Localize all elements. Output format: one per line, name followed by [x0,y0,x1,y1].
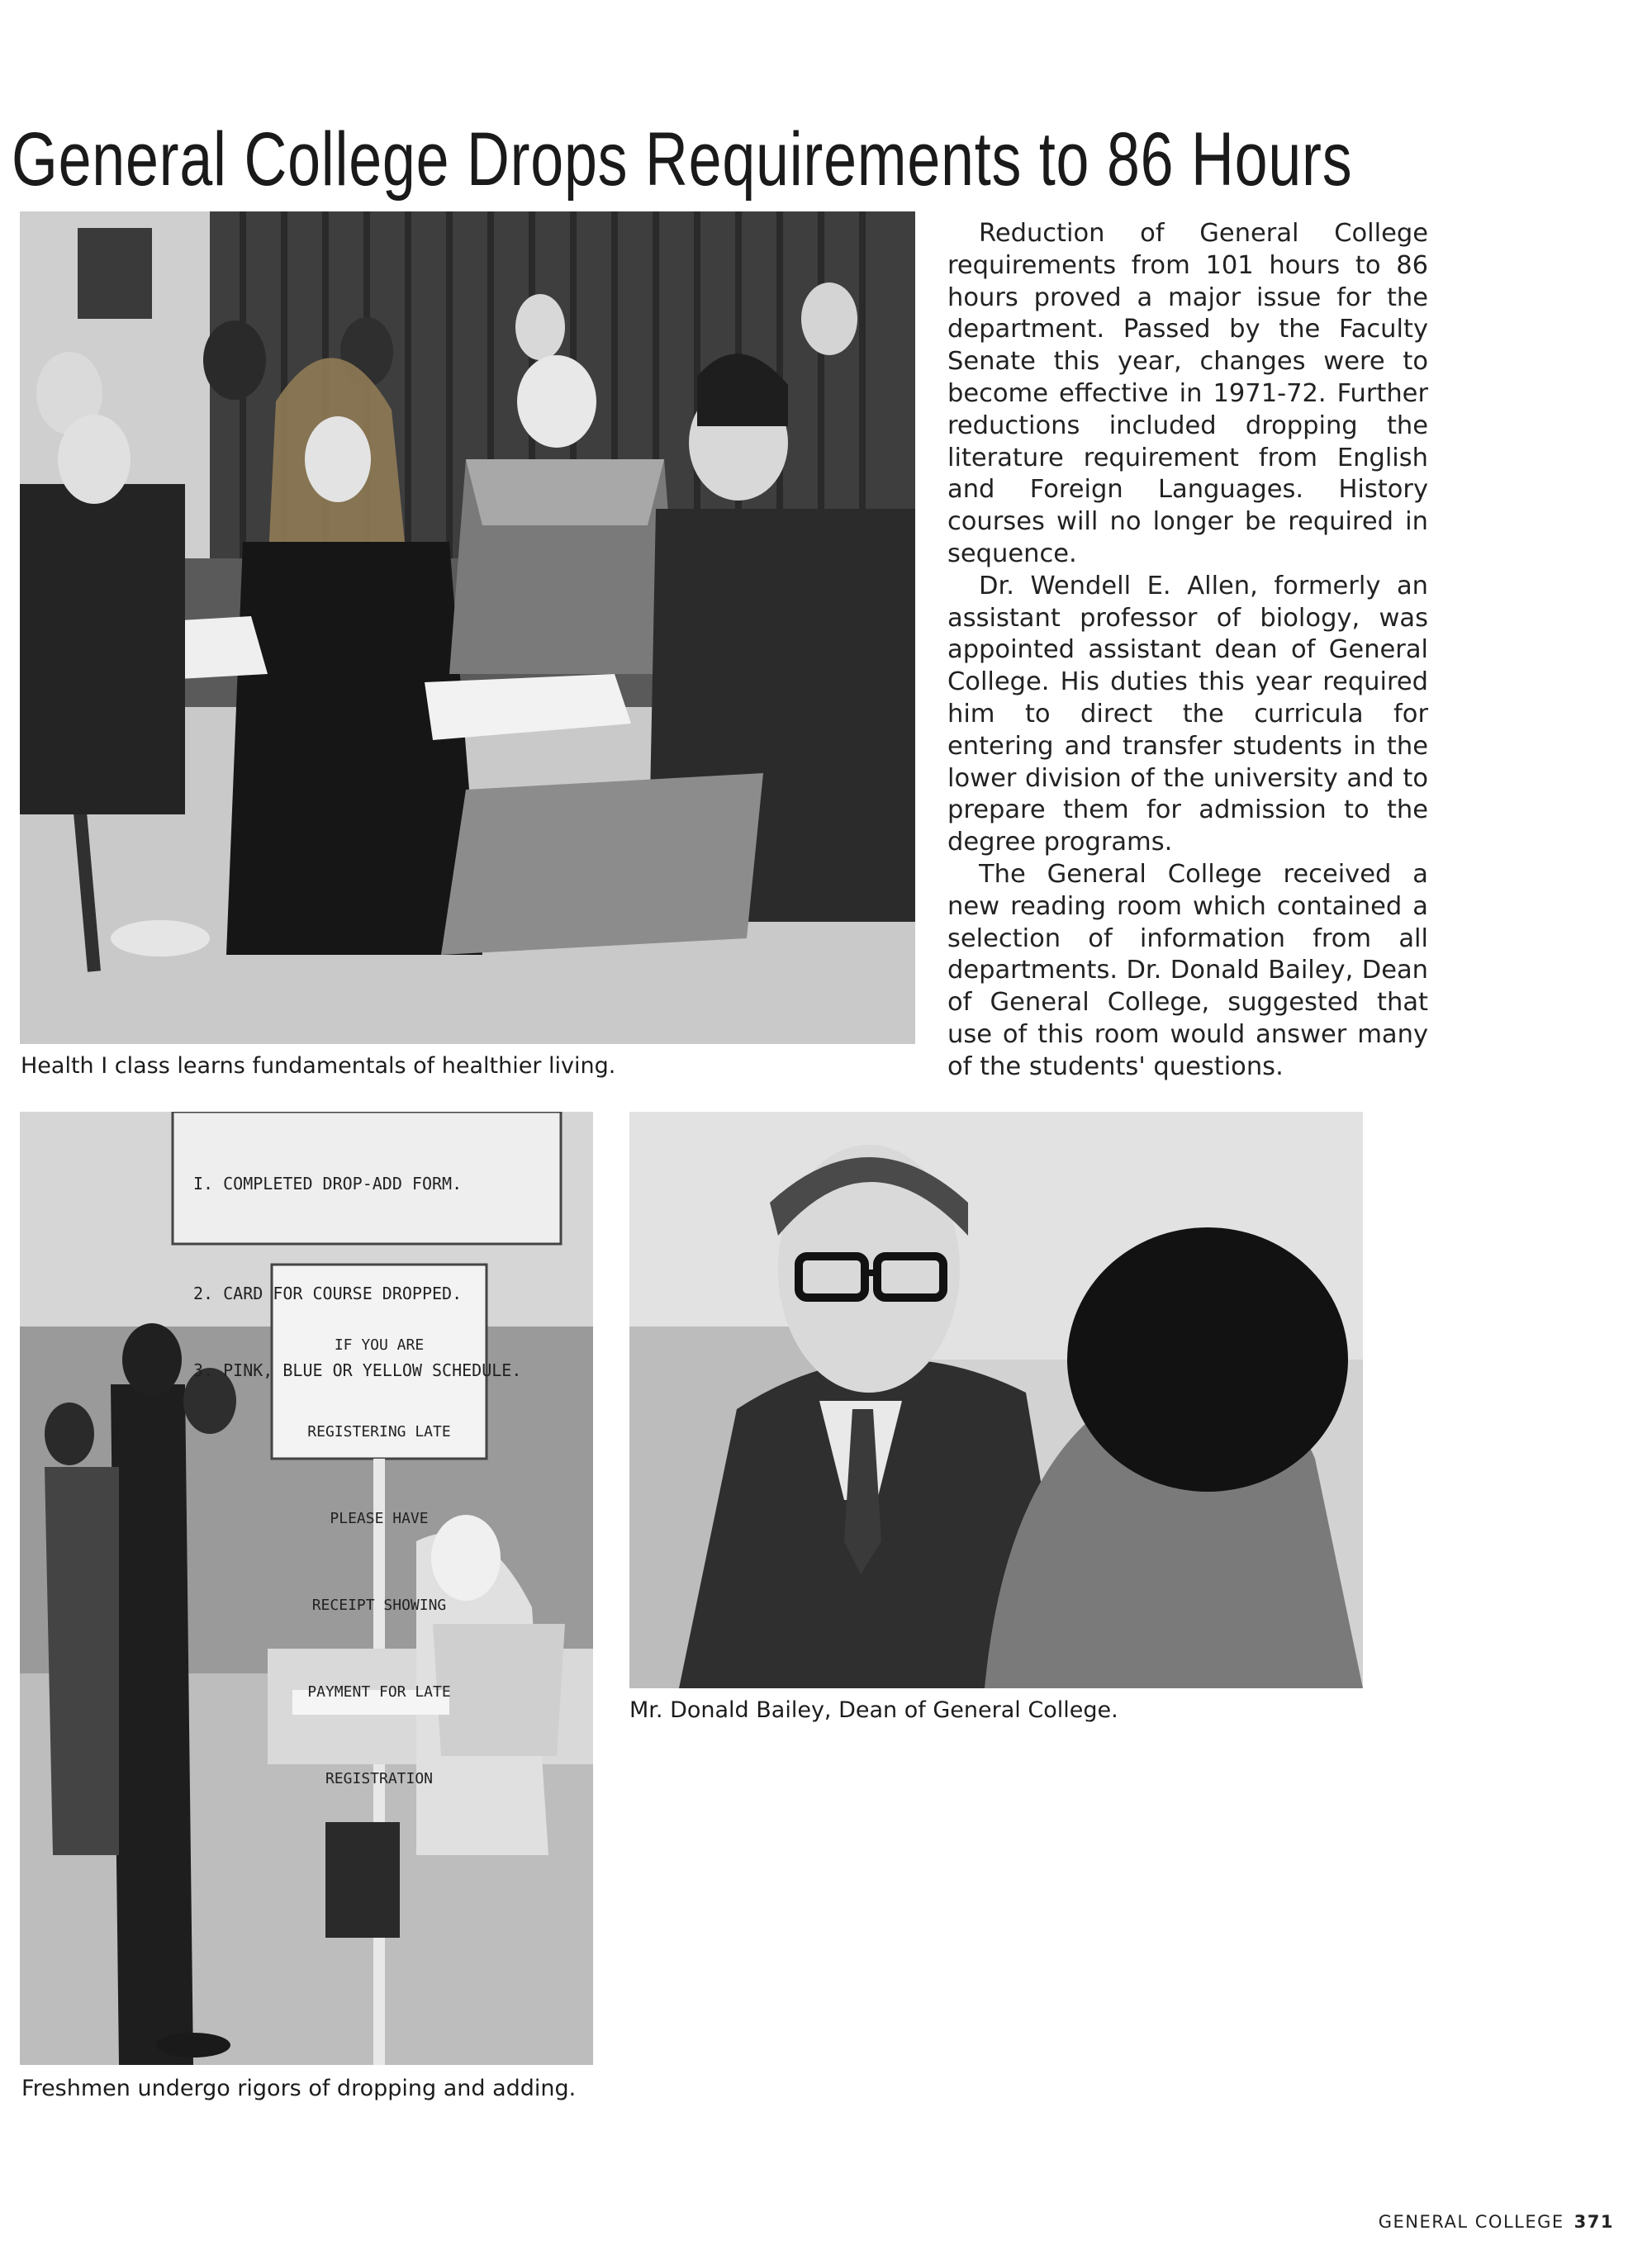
health-class-photo-graphic [20,211,915,1044]
upper-sign-line: I. COMPLETED DROP-ADD FORM. [193,1174,463,1194]
page-number: 371 [1574,2212,1614,2232]
dean-caption: Mr. Donald Bailey, Dean of General College. [629,1697,1118,1723]
page-title: General College Drops Requirements to 86 Hours [12,117,1353,202]
registration-caption: Freshmen undergo rigors of dropping and adding. [21,2076,577,2101]
lower-sign-line: RECEIPT SHOWING [311,1597,447,1614]
upper-sign-line: 3. PINK, BLUE OR YELLOW SCHEDULE. [193,1360,522,1380]
footer-section: GENERAL COLLEGE [1378,2212,1564,2232]
lower-sign-line: PLEASE HAVE [330,1510,429,1527]
dean-photo-graphic [629,1112,1363,1688]
article-paragraph: Dr. Wendell E. Allen, formerly an assistant professor of biology, was appointed assistant dean of General College. His duties this year required him to direct the curricula for entering and transfer students in the lower division of the university and to prepare them for admission to the degree programs. [947,571,1428,857]
dean-photo [629,1112,1363,1688]
lower-sign [288,1273,470,1851]
article-paragraph: Reduction of General College requirements from 101 hours to 86 hours proved a major issue for the department. Passed by the Faculty Senate this year, changes were to become effective in 1971-72. Further reductions included dropping the literature requirement from English and Foreign Languages. History courses will no longer be required in sequence. [947,219,1428,568]
lower-sign-line: PAYMENT FOR LATE [307,1683,451,1701]
article-paragraph: The General College received a new reading room which contained a selection of information from all departments. Dr. Donald Bailey, Dean of General College, suggested that use of this room would answer many of the students' questions. [947,859,1428,1081]
health-class-caption: Health I class learns fundamentals of healthier living. [21,1053,616,1079]
article-body [947,218,1428,1084]
page-footer [1379,2212,1614,2232]
lower-sign-line: REGISTRATION [325,1770,434,1787]
lower-sign-line: IF YOU ARE [334,1336,425,1354]
upper-sign-line: 2. CARD FOR COURSE DROPPED. [193,1284,463,1303]
registration-photo [20,1112,593,2065]
lower-sign-line: REGISTERING LATE [307,1423,451,1441]
health-class-photo [20,211,915,1044]
